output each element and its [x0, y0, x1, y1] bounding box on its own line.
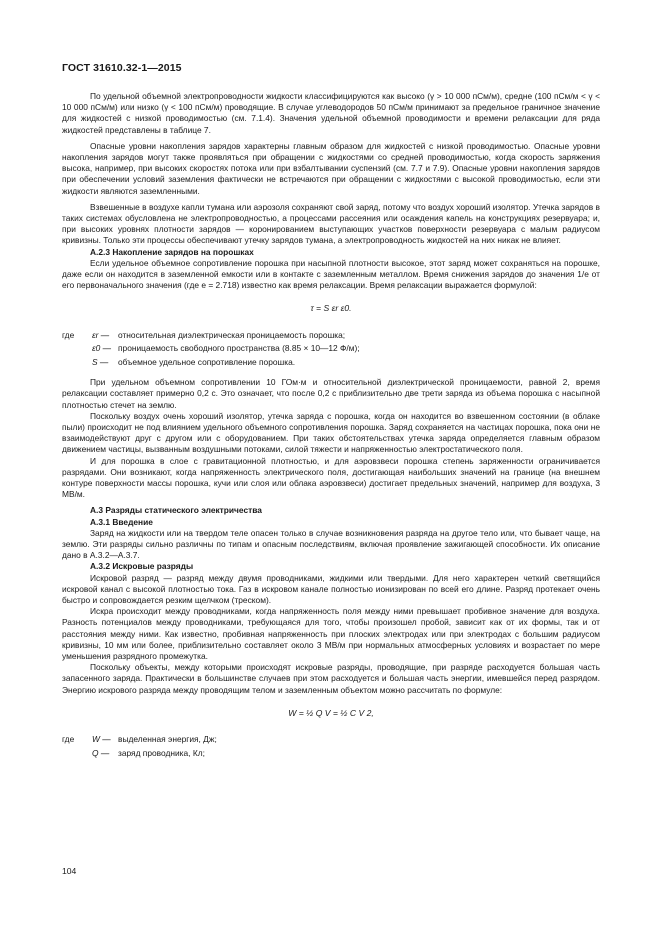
page-number: 104 — [62, 866, 77, 876]
definition-lead: где — [62, 734, 75, 745]
definition-symbol: ε0 — — [92, 343, 112, 354]
definition-symbol: S — — [92, 356, 109, 367]
heading-a3: А.3 Разряды статического электричества — [90, 505, 262, 516]
definition-lead — [62, 342, 92, 356]
definitions-energy — [62, 733, 600, 760]
definitions-relaxation — [62, 329, 600, 370]
document-header: ГОСТ 31610.32-1—2015 — [62, 62, 182, 74]
paragraph-suspended-powder: Поскольку воздух очень хороший изолятор, утечка заряда с порошка, когда он находится во взвешенном состоянии (в облаке пыли) происходит не под влиянием удельного объемного сопротивления порошка. Заряд сохраняется на частицах порошка, пока они не взаимодействуют друг с другом или с оборудованием. При таких обстоятельствах утечка заряда определяется главным образом движением частицы, вызванным воздушными потоками, силой тяжести и напряженностью электростатического поля. — [62, 410, 600, 455]
definition-row — [62, 342, 600, 356]
definition-text: выделенная энергия, Дж; — [118, 734, 217, 745]
definition-row — [62, 356, 600, 370]
paragraph-introduction: Заряд на жидкости или на твердом теле опасен только в случае возникновения разряда на другое тело или, что бывает чаще, на землю. Эти разряды сильно различны по типам и опасным последствиям, включая проявление зажигающей способности. Их описание дано в А.3.2—А.3.7. — [62, 527, 600, 561]
definition-lead: где — [62, 329, 75, 340]
paragraph-relaxation-example: При удельном объемном сопротивлении 10 ГОм·м и относительной диэлектрической проницаемости, равной 2, время релаксации составляет примерно 0,2 с. Это означает, что после 0,2 с приблизительно две трети заряда из объема порошка с насыпной плотностью стечет на землю. — [62, 377, 600, 410]
paragraph-aerosol: Взвешенные в воздухе капли тумана или аэрозоля сохраняют свой заряд, потому что воздух хороший изолятор. Утечка зарядов в таких системах обусловлена не электропроводностью, а процессами рассеяния или осаждения капель на конструкциях резервуара; и, при высоких уровнях плотности зарядов — коронированием выступающих участков поверхности резервуара с малым радиусом кривизны. Только эти процессы обеспечивают утечку зарядов тумана, а электропроводность жидкостей на них никак не влияет. — [62, 201, 600, 246]
heading-a23: А.2.3 Накопление зарядов на порошках — [90, 246, 254, 257]
definition-text: объемное удельное сопротивление порошка. — [118, 356, 296, 367]
paragraph-powder-resistance: Если удельное объемное сопротивление порошка при насыпной плотности высокое, этот заряд может сохраняться на порошке, даже если он находится в заземленной емкости или в контакте с заземленным металлом. Время снижения зарядов до значения 1/e от его первоначального значения (где e = 2.718) известно как время релаксации. Время релаксации выражается формулой: — [62, 257, 600, 291]
paragraph-spark-energy: Поскольку объекты, между которыми происходят искровые разряды, проводящие, при разряде расходуется большая часть запасенного заряда. Практически в большинстве случаев при этом расходуется и большая часть энергии, имевшейся перед разрядом. Энергию искрового разряда между проводящим телом и заземленным объектом можно рассчитать по формуле: — [62, 662, 600, 695]
definition-lead — [62, 356, 92, 370]
heading-a32: А.3.2 Искровые разряды — [90, 561, 194, 572]
paragraph-dangerous-levels: Опасные уровни накопления зарядов характерны главным образом для жидкостей с низкой проводимостью. Опасные уровни накопления зарядов могут также проявляться при обращении с жидкостями со средней проводимостью, когда скорость заряжения высока, например, при высоких скоростях потока или при взбалтывании суспензий (см. 7.7 и 7.9). Опасные уровни накопления зарядов при обеспечении условий заземления фактически не встречаются при обращении с жидкостями с высокой проводимостью, если эти жидкости являются заземленными. — [62, 140, 600, 196]
formula-energy: W = ½ Q V = ½ C V 2, — [288, 707, 374, 718]
definition-text: проницаемость свободного пространства (8.85 × 10—12 Ф/м); — [118, 343, 360, 354]
formula-relaxation: τ = S εr ε0. — [310, 303, 352, 314]
paragraph-spark-definition: Искровой разряд — разряд между двумя проводниками, жидкими или твердыми. Для него характерен четкий светящийся искровой канал с высокой плотностью тока. Газ в искровом канале полностью ионизирован по всей его длине. Разряд протекает очень быстро и сопровождается резким щелчком (треском). — [62, 572, 600, 606]
heading-a31: А.3.1 Введение — [90, 516, 153, 527]
definition-row — [62, 329, 600, 343]
paragraph-spark-breakdown: Искра происходит между проводниками, когда напряженность поля между ними превышает пробивное значение для воздуха. Разность потенциалов между проводниками, требующаяся для того, чтобы произошел пробой, зависит как от их формы, так и от расстояния между ними. Как известно, пробивная напряженность при плоских электродах или при электродах с большим радиусом кривизны, 10 мм или более, приблизительно составляет около 3 МВ/м при нормальных атмосферных условиях и возрастает по мере уменьшения разрядного промежутка. — [62, 606, 600, 662]
page-body — [62, 91, 600, 768]
definition-text: относительная диэлектрическая проницаемость порошка; — [118, 329, 346, 340]
paragraph-conductivity: По удельной объемной электропроводности жидкости классифицируются как высоко (γ > 10 000 пСм/м), средне (100 пСм/м < γ < 10 000 пСм/м) или низко (γ < 100 пСм/м) проводящие. В случае углеводородов 50 пСм/м принимают за предельное граничное значение для жидкостей с низкой проводимостью (см. 7.1.4). Значения удельной объемной проводимости и времени релаксации для ряда жидкостей представлены в таблице 7. — [62, 91, 600, 135]
definition-lead — [62, 747, 92, 761]
definition-text: заряд проводника, Кл; — [118, 747, 205, 758]
definition-symbol: Q — — [92, 747, 110, 758]
paragraph-charge-limit: И для порошка в слое с гравитационной плотностью, и для аэровзвеси порошка степень заряженности ограничивается разрядами. Они возникают, когда напряженность электрического поля, достигающая наибольших значений на границе (на внешнем контуре поверхности массы порошка, кучи или слоя или облака аэровзвеси) достигает предельных значений, например для воздуха, 3 МВ/м. — [62, 455, 600, 500]
definition-row — [62, 747, 600, 761]
definition-row — [62, 733, 600, 747]
definition-symbol: W — — [92, 734, 111, 745]
definition-symbol: εr — — [92, 329, 110, 340]
